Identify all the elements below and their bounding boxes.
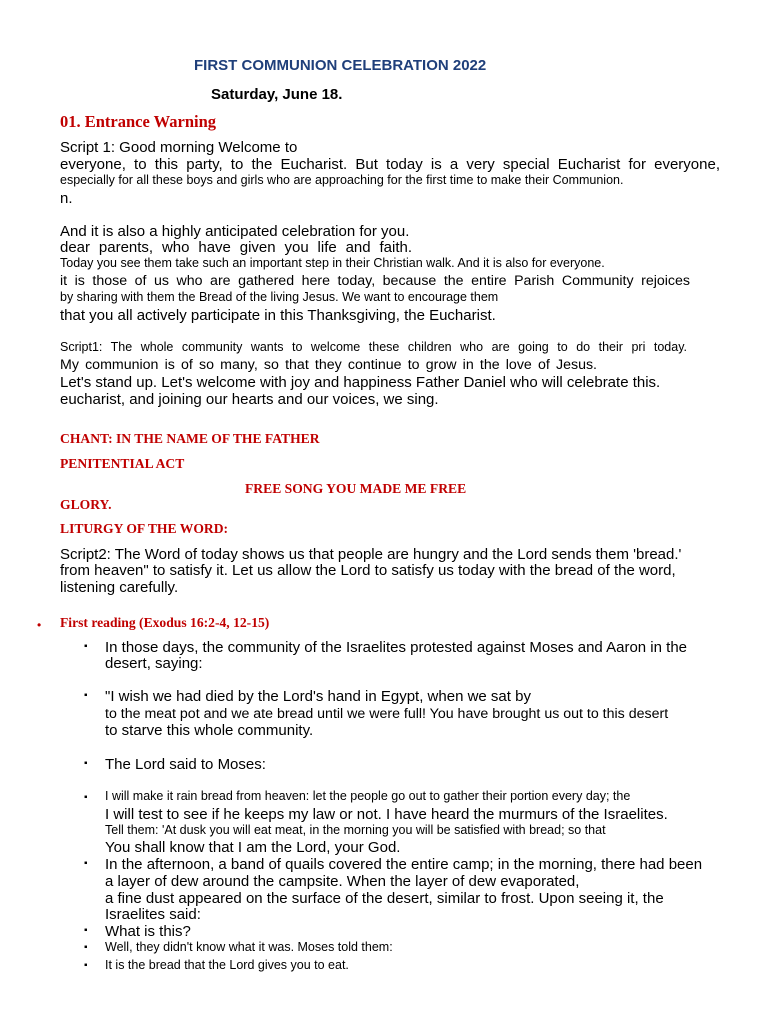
paragraph-line: listening carefully. — [60, 579, 179, 596]
bullet-square: ▪ — [84, 641, 88, 652]
heading-chant: CHANT: IN THE NAME OF THE FATHER — [60, 431, 320, 446]
paragraph-line: My communion is of so many, so that they continue to grow in the love of Jesus. — [60, 357, 597, 373]
heading-free-song: FREE SONG YOU MADE ME FREE — [245, 481, 467, 496]
paragraph-line: from heaven" to satisfy it. Let us allow the Lord to satisfy us today with the bread of the word, — [60, 562, 676, 579]
reading-line: In the afternoon, a band of quails covered the entire camp; in the morning, there had been — [105, 856, 703, 873]
paragraph-line: that you all actively participate in this Thanksgiving, the Eucharist. — [60, 307, 496, 324]
bullet-square: ▪ — [84, 758, 88, 769]
section-heading-entrance: 01. Entrance Warning — [60, 112, 217, 131]
paragraph-line: And it is also a highly anticipated celebration for you. — [60, 223, 410, 240]
paragraph-line: it is those of us who are gathered here today, because the entire Parish Community rejoices — [60, 273, 690, 289]
bullet-square: ▪ — [84, 858, 88, 869]
paragraph-line: Today you see them take such an important step in their Christian walk. And it is also for everyone. — [60, 256, 605, 270]
bullet-square: ▪ — [84, 925, 88, 936]
bullet-square: ▪ — [84, 792, 88, 803]
paragraph-line: dear parents, who have given you life and faith. — [60, 239, 412, 256]
reading-line: It is the bread that the Lord gives you to eat. — [105, 958, 349, 972]
reading-line: I will make it rain bread from heaven: let the people go out to gather their portion every day; the — [105, 789, 631, 803]
heading-glory: GLORY. — [60, 497, 112, 512]
heading-first-reading: First reading (Exodus 16:2-4, 12-15) — [60, 615, 270, 630]
paragraph-line: eucharist, and joining our hearts and our voices, we sing. — [60, 391, 439, 408]
reading-line: Tell them: 'At dusk you will eat meat, in the morning you will be satisfied with bread; so that — [105, 823, 606, 837]
reading-line: What is this? — [105, 923, 191, 940]
heading-penitential-act: PENITENTIAL ACT — [60, 456, 185, 471]
reading-line: a layer of dew around the campsite. When the layer of dew evaporated, — [105, 873, 580, 890]
reading-line: You shall know that I am the Lord, your God. — [105, 839, 401, 856]
bullet-square: ▪ — [84, 690, 88, 701]
reading-line: to the meat pot and we ate bread until we were full! You have brought us out to this desert — [105, 706, 669, 722]
reading-line: I will test to see if he keeps my law or not. I have heard the murmurs of the Israelites. — [105, 806, 668, 823]
paragraph-line: n. — [60, 190, 73, 207]
paragraph-line: especially for all these boys and girls who are approaching for the first time to make their Communion. — [60, 173, 624, 187]
reading-line: Well, they didn't know what it was. Moses told them: — [105, 940, 393, 954]
bullet-dot: • — [37, 618, 42, 632]
document-date: Saturday, June 18. — [211, 86, 343, 103]
reading-line: The Lord said to Moses: — [105, 756, 266, 773]
heading-liturgy: LITURGY OF THE WORD: — [60, 521, 229, 536]
paragraph-line: Script 1: Good morning Welcome to — [60, 139, 298, 156]
bullet-square: ▪ — [84, 942, 88, 953]
paragraph-line: Script1: The whole community wants to welcome these children who are going to do their pri today. — [60, 340, 687, 354]
paragraph-line: Script2: The Word of today shows us that people are hungry and the Lord sends them 'bread.' — [60, 546, 682, 563]
reading-line: desert, saying: — [105, 655, 203, 672]
bullet-square: ▪ — [84, 960, 88, 971]
reading-line: "I wish we had died by the Lord's hand in Egypt, when we sat by — [105, 688, 531, 705]
document-title: FIRST COMMUNION CELEBRATION 2022 — [194, 57, 487, 74]
paragraph-line: Let's stand up. Let's welcome with joy and happiness Father Daniel who will celebrate this. — [60, 374, 661, 391]
reading-line: a fine dust appeared on the surface of the desert, similar to frost. Upon seeing it, the — [105, 890, 664, 907]
reading-line: to starve this whole community. — [105, 722, 314, 739]
reading-line: Israelites said: — [105, 906, 201, 923]
reading-line: In those days, the community of the Israelites protested against Moses and Aaron in the — [105, 639, 687, 656]
paragraph-line: by sharing with them the Bread of the living Jesus. We want to encourage them — [60, 290, 499, 304]
paragraph-line: everyone, to this party, to the Eucharist. But today is a very special Eucharist for everyone, — [60, 156, 720, 173]
